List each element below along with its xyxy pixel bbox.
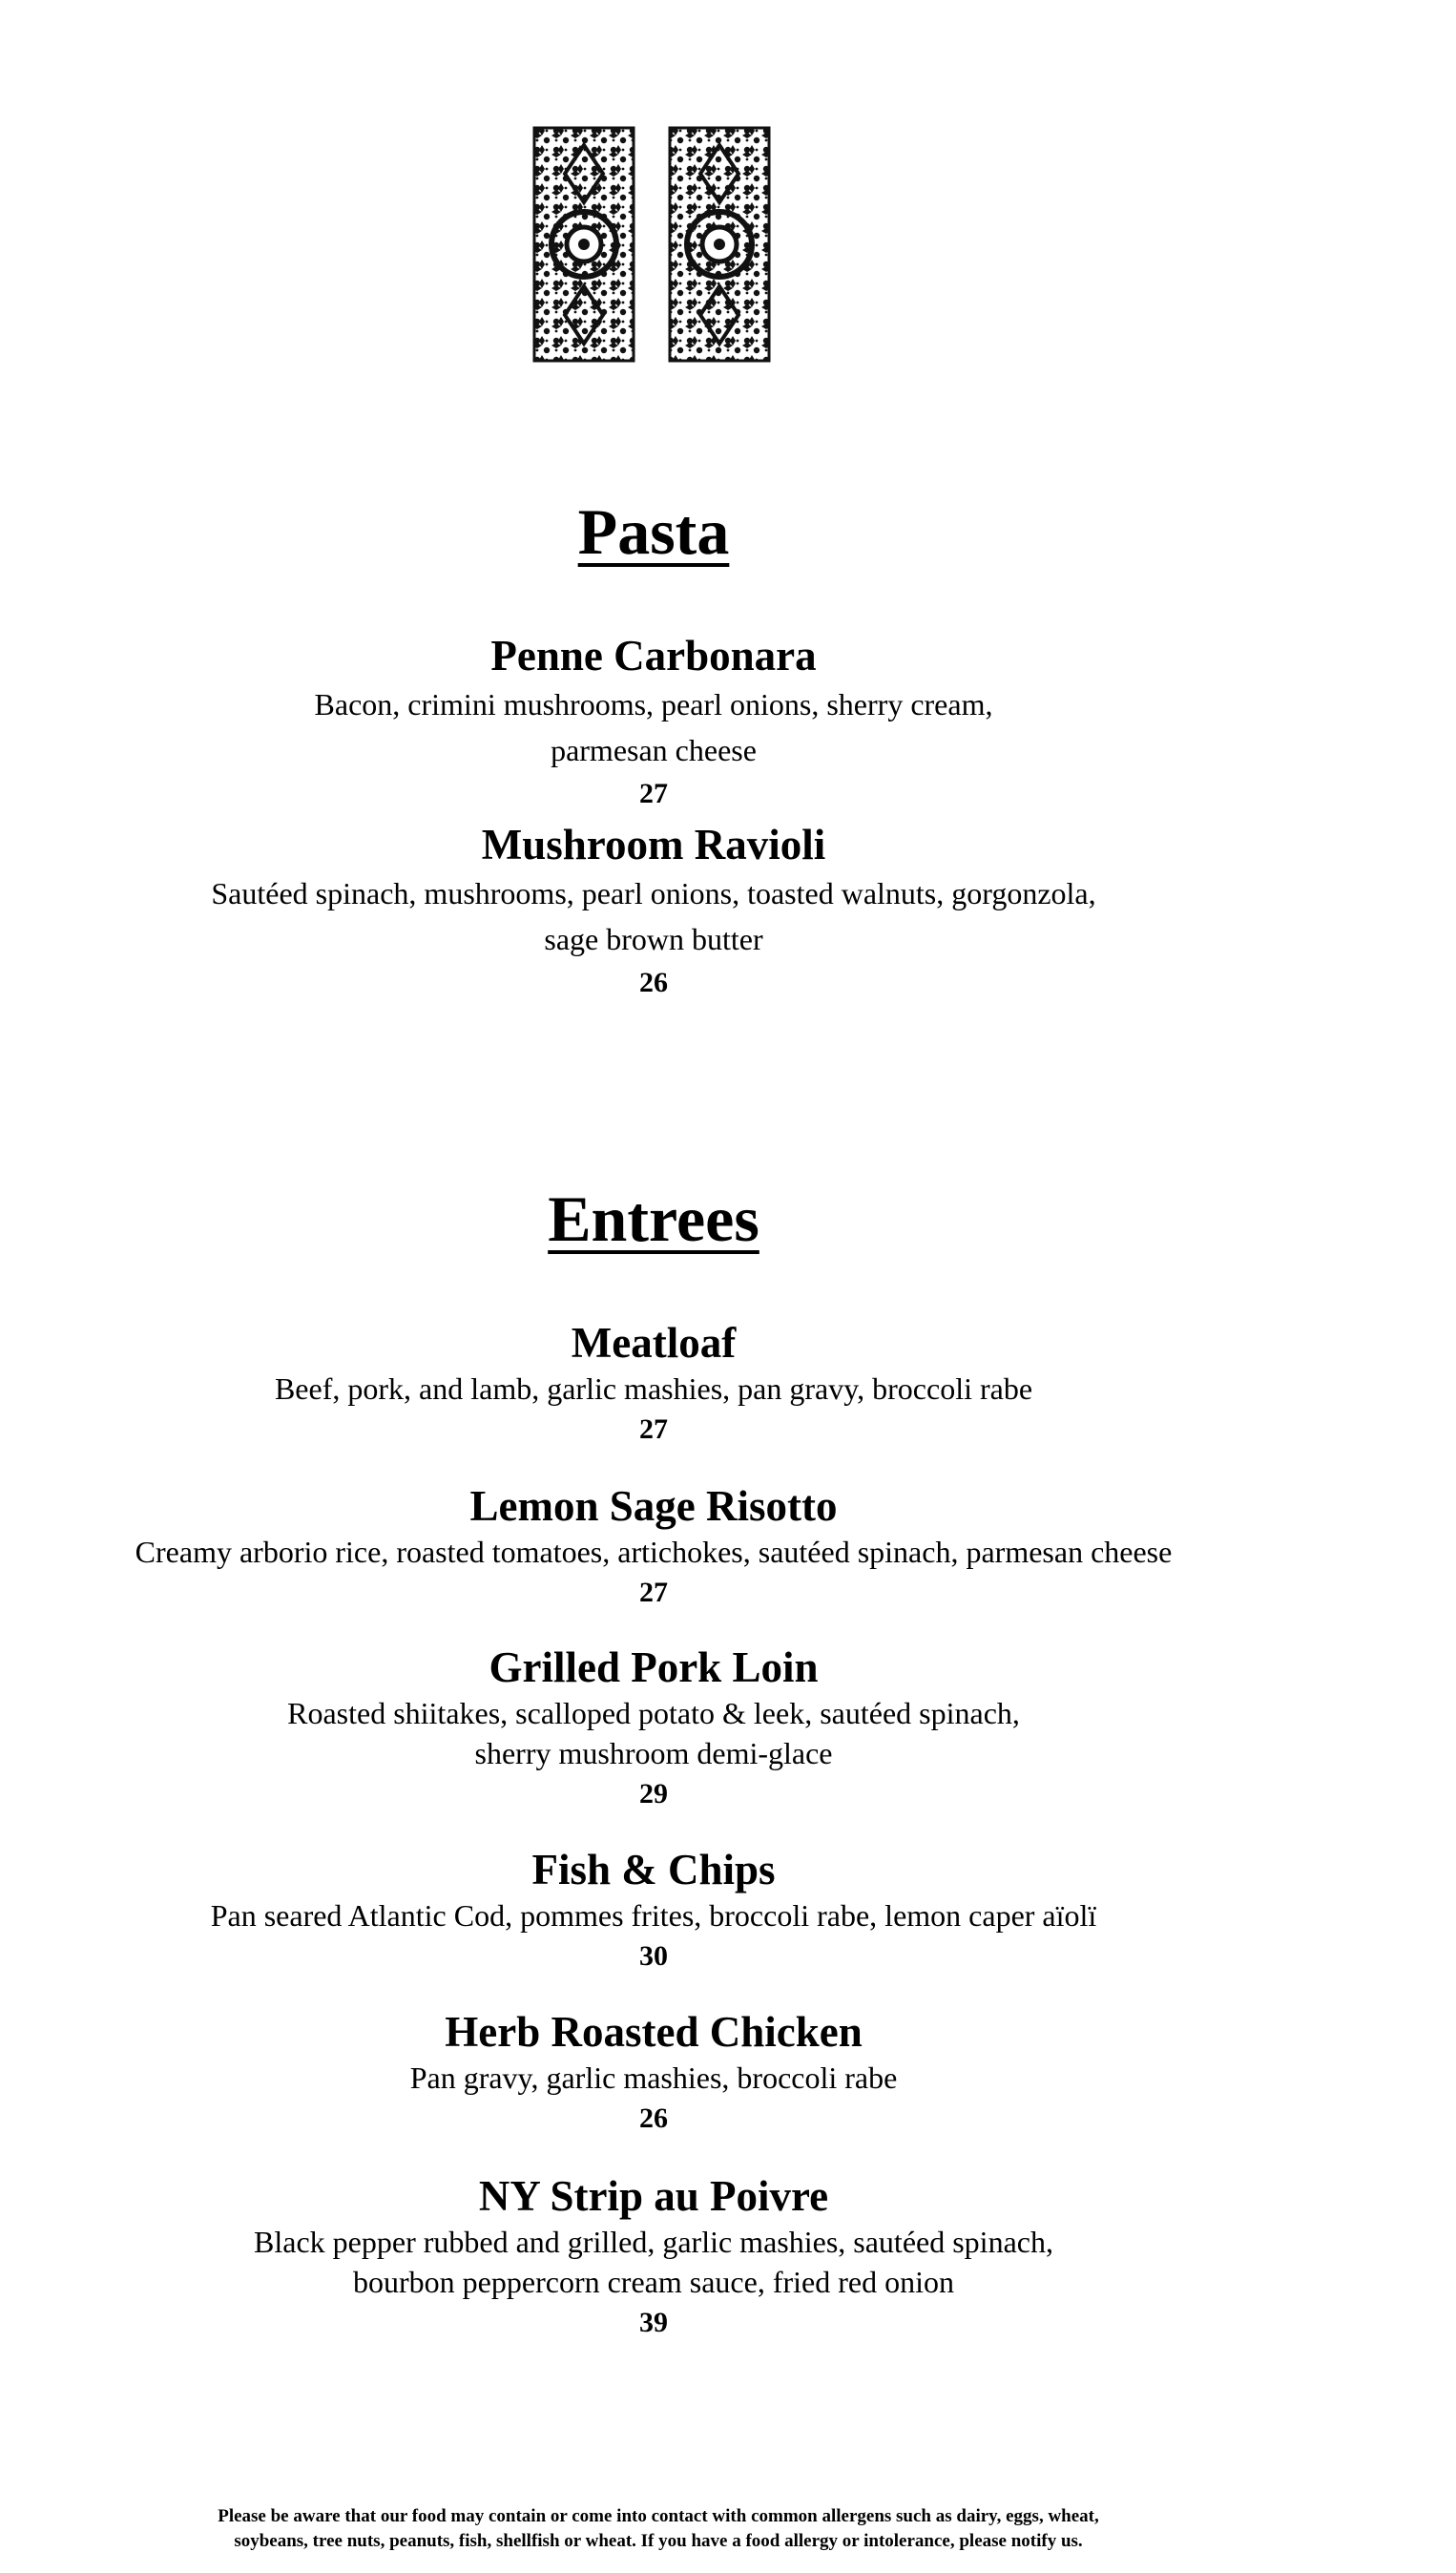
item-description-line: Bacon, crimini mushrooms, pearl onions, sherry cream, — [314, 686, 993, 722]
item-description-line: sage brown butter — [544, 921, 763, 956]
item-name: Meatloaf — [571, 1319, 737, 1367]
disclaimer-line: soybeans, tree nuts, peanuts, fish, shellfish or wheat. If you have a food allergy or intolerance, please notify us. — [234, 2531, 1083, 2551]
item-description-line: Pan seared Atlantic Cod, pommes frites, broccoli rabe, lemon caper aïolï — [210, 1897, 1097, 1933]
item-name: Fish & Chips — [531, 1846, 776, 1893]
item-description-line: sherry mushroom demi-glace — [474, 1735, 833, 1770]
menu-item-meatloaf — [0, 1319, 1307, 1451]
ornament-right-panel — [670, 128, 769, 361]
menu-item-grilled-pork-loin — [0, 1643, 1307, 1815]
item-price: 26 — [639, 2102, 668, 2134]
item-description-line: bourbon peppercorn cream sauce, fried red onion — [353, 2264, 954, 2299]
item-price: 29 — [639, 1777, 668, 1809]
item-description-line: parmesan cheese — [551, 732, 757, 767]
item-description-line: Roasted shiitakes, scalloped potato & leek, sautéed spinach, — [287, 1695, 1020, 1730]
pasta-section — [0, 496, 1307, 568]
item-price: 39 — [639, 2306, 668, 2338]
item-name: Lemon Sage Risotto — [469, 1482, 838, 1530]
menu-item-herb-roasted-chicken — [0, 2008, 1307, 2140]
section-title-pasta: Pasta — [577, 495, 730, 568]
item-description-line: Sautéed spinach, mushrooms, pearl onions, toasted walnuts, gorgonzola, — [211, 875, 1096, 910]
menu-item-ny-strip-au-poivre — [0, 2172, 1307, 2344]
item-description-line: Black pepper rubbed and grilled, garlic mashies, sautéed spinach, — [254, 2224, 1053, 2259]
disclaimer-line: Please be aware that our food may contain or come into contact with common allergens such as dairy, eggs, wheat, — [218, 2506, 1099, 2526]
item-name: Herb Roasted Chicken — [445, 2008, 863, 2056]
allergen-disclaimer — [0, 2504, 1317, 2554]
menu-item-lemon-sage-risotto — [0, 1482, 1307, 1614]
ornament-left-panel — [534, 128, 634, 361]
item-price: 27 — [639, 1412, 668, 1445]
item-description-line: Pan gravy, garlic mashies, broccoli rabe — [409, 2060, 898, 2095]
entrees-section — [0, 1183, 1307, 1255]
item-name: Mushroom Ravioli — [481, 821, 826, 868]
item-price: 27 — [639, 777, 668, 809]
item-name: NY Strip au Poivre — [478, 2172, 829, 2220]
ornament-logo-icon — [532, 126, 771, 363]
item-name: Penne Carbonara — [490, 632, 817, 680]
item-description-line: Creamy arborio rice, roasted tomatoes, artichokes, sautéed spinach, parmesan cheese — [135, 1534, 1173, 1569]
menu-item-fish-and-chips — [0, 1846, 1307, 1977]
item-price: 26 — [639, 966, 668, 998]
item-name: Grilled Pork Loin — [489, 1643, 819, 1691]
section-title-entrees: Entrees — [548, 1182, 759, 1255]
menu-item-penne-carbonara — [0, 632, 1307, 815]
item-description-line: Beef, pork, and lamb, garlic mashies, pan gravy, broccoli rabe — [274, 1370, 1033, 1406]
menu-item-mushroom-ravioli — [0, 821, 1307, 1004]
item-price: 30 — [639, 1939, 668, 1972]
item-price: 27 — [639, 1576, 668, 1608]
